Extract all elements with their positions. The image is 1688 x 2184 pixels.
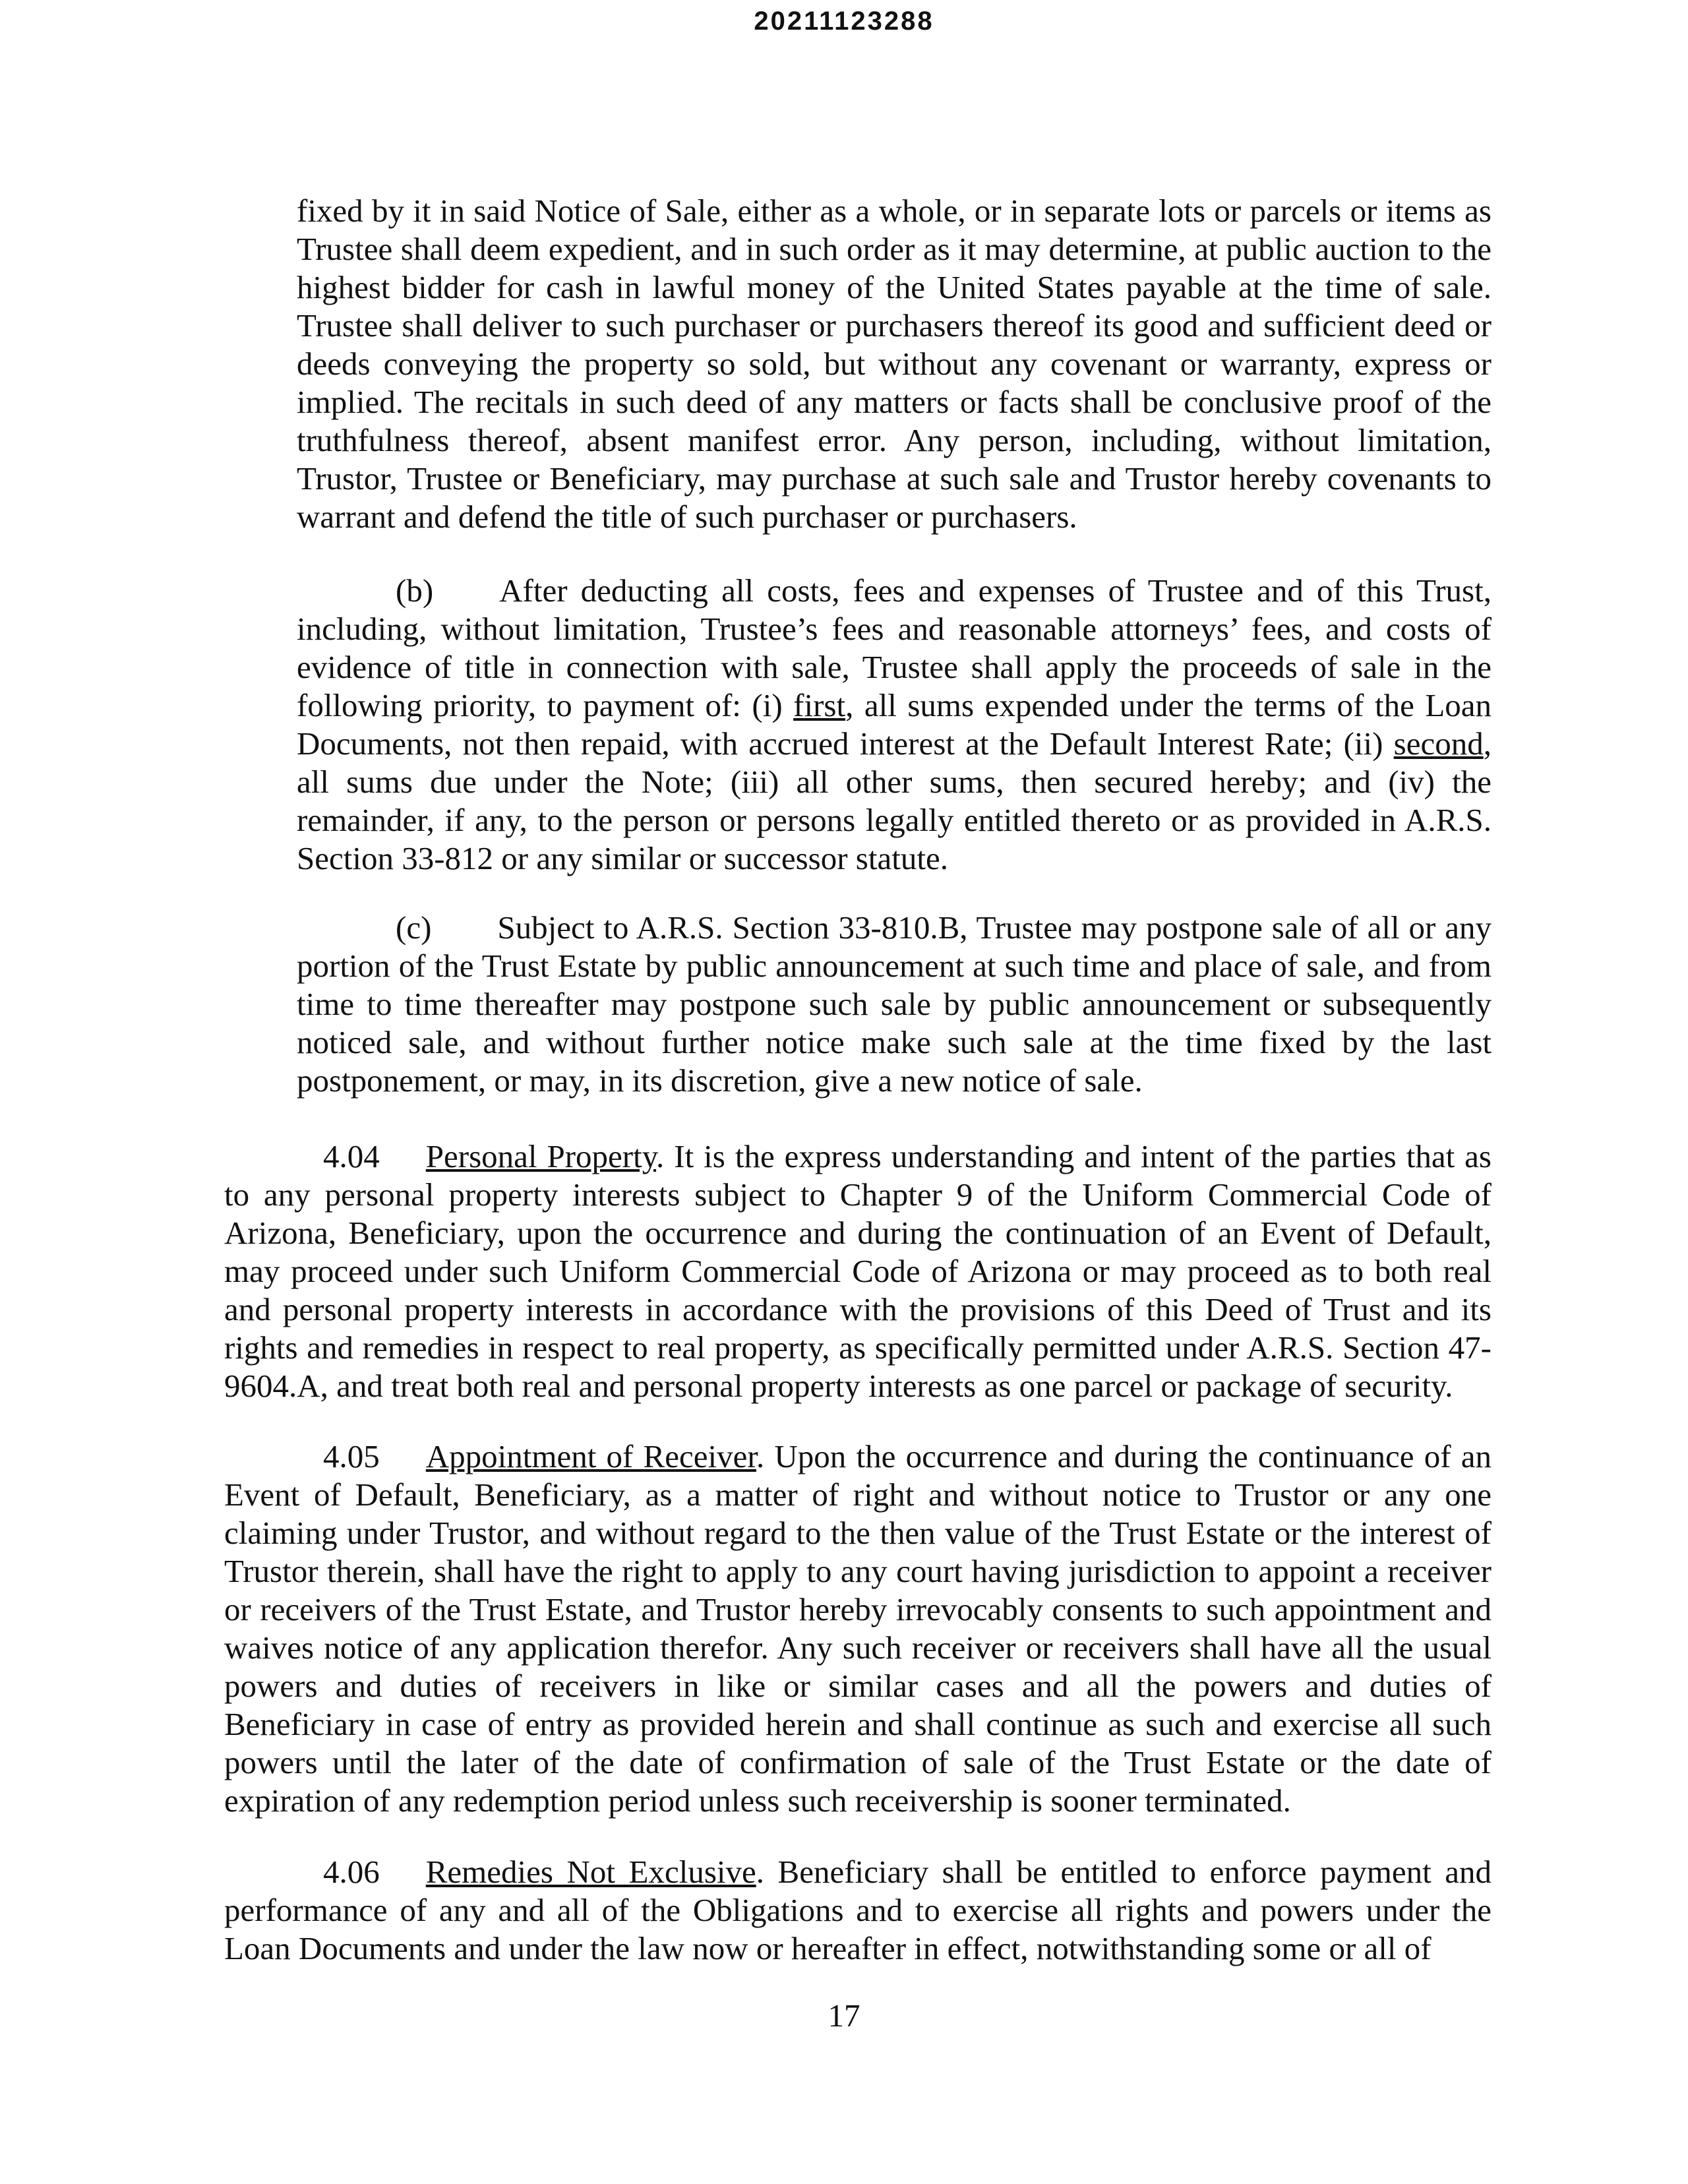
subparagraph-text: , all sums due under the Note; (iii) all other sums, then secured hereby; and (iv) the remainder, if any, to the person or persons legally entitled thereto or as provided in A.R.S. Section 33-812 or any similar or successor statute.: [297, 725, 1492, 876]
section-heading: Appointment of Receiver: [425, 1438, 756, 1474]
section-number: 4.04: [323, 1138, 380, 1174]
section-text: . Upon the occurrence and during the continuance of an Event of Default, Beneficiary, as a matter of right and without notice to Trustor or any one claiming under Trustor, and without regard to the then value of the Trust Estate or the interest of Trustor therein, shall have the right to apply to any court having jurisdiction to appoint a receiver or receivers of the Trust Estate, and Trustor hereby irrevocably consents to such appointment and waives notice of any application therefor. Any such receiver or receivers shall have all the usual powers and duties of receivers in like or similar cases and all the powers and duties of Beneficiary in case of entry as provided herein and shall continue as such and exercise all such powers until the later of the date of confirmation of sale of the Trust Estate or the date of expiration of any redemption period unless such receivership is sooner terminated.: [224, 1438, 1492, 1819]
document-number: 20211123288: [754, 7, 934, 36]
section-text: . It is the express understanding and intent of the parties that as to any personal property interests subject to Chapter 9 of the Uniform Commercial Code of Arizona, Beneficiary, upon the occurrence and during the continuation of an Event of Default, may proceed under such Uniform Commercial Code of Arizona or may proceed as to both real and personal property interests in accordance with the provisions of this Deed of Trust and its rights and remedies in respect to real property, as specifically permitted under A.R.S. Section 47-9604.A, and treat both real and personal property interests as one parcel or package of security.: [224, 1138, 1492, 1404]
subparagraph-label: (b): [396, 572, 434, 609]
section-heading: Remedies Not Exclusive: [425, 1854, 756, 1890]
subparagraph-text: , all sums expended under the terms of the Loan Documents, not then repaid, with accrued interest at the Default Interest Rate; (ii): [297, 687, 1492, 762]
subparagraph-label: (c): [396, 909, 432, 946]
section-text: . Beneficiary shall be entitled to enforce payment and performance of any and all of the Obligations and to exercise all rights and powers under the Loan Documents and under the law now or hereafter in effect, notwithstanding some or all of: [224, 1854, 1492, 1966]
subparagraph-c: [297, 909, 1492, 1100]
page-number: 17: [828, 1997, 860, 2034]
section-number: 4.06: [323, 1854, 380, 1890]
section-4-05: [224, 1438, 1492, 1820]
section-4-06: [224, 1853, 1492, 1968]
section-heading: Personal Property: [425, 1138, 657, 1174]
continuation-paragraph: fixed by it in said Notice of Sale, either as a whole, or in separate lots or parcels or items as Trustee shall deem expedient, and in such order as it may determine, at public auction to the highest bidder for cash in lawful money of the United States payable at the time of sale. Trustee shall deliver to such purchaser or purchasers thereof its good and sufficient deed or deeds conveying the property so sold, but without any covenant or warranty, express or implied. The recitals in such deed of any matters or facts shall be conclusive proof of the truthfulness thereof, absent manifest error. Any person, including, without limitation, Trustor, Trustee or Beneficiary, may purchase at such sale and Trustor hereby covenants to warrant and defend the title of such purchaser or purchasers.: [297, 193, 1492, 535]
subparagraph-text: After deducting all costs, fees and expenses of Trustee and of this Trust, including, without limitation, Trustee’s fees and reasonable attorneys’ fees, and costs of evidence of title in connection with sale, Trustee shall apply the proceeds of sale in the following priority, to payment of: (i): [297, 572, 1492, 723]
subparagraph-text: Subject to A.R.S. Section 33-810.B, Trustee may postpone sale of all or any portion of the Trust Estate by public announcement at such time and place of sale, and from time to time thereafter may postpone such sale by public announcement or subsequently noticed sale, and without further notice make such sale at the time fixed by the last postponement, or may, in its discretion, give a new notice of sale.: [297, 909, 1492, 1099]
priority-second: second: [1393, 725, 1484, 762]
section-4-04: [224, 1138, 1492, 1405]
section-number: 4.05: [323, 1438, 380, 1474]
subparagraph-b: [297, 572, 1492, 878]
priority-first: first: [793, 687, 846, 723]
